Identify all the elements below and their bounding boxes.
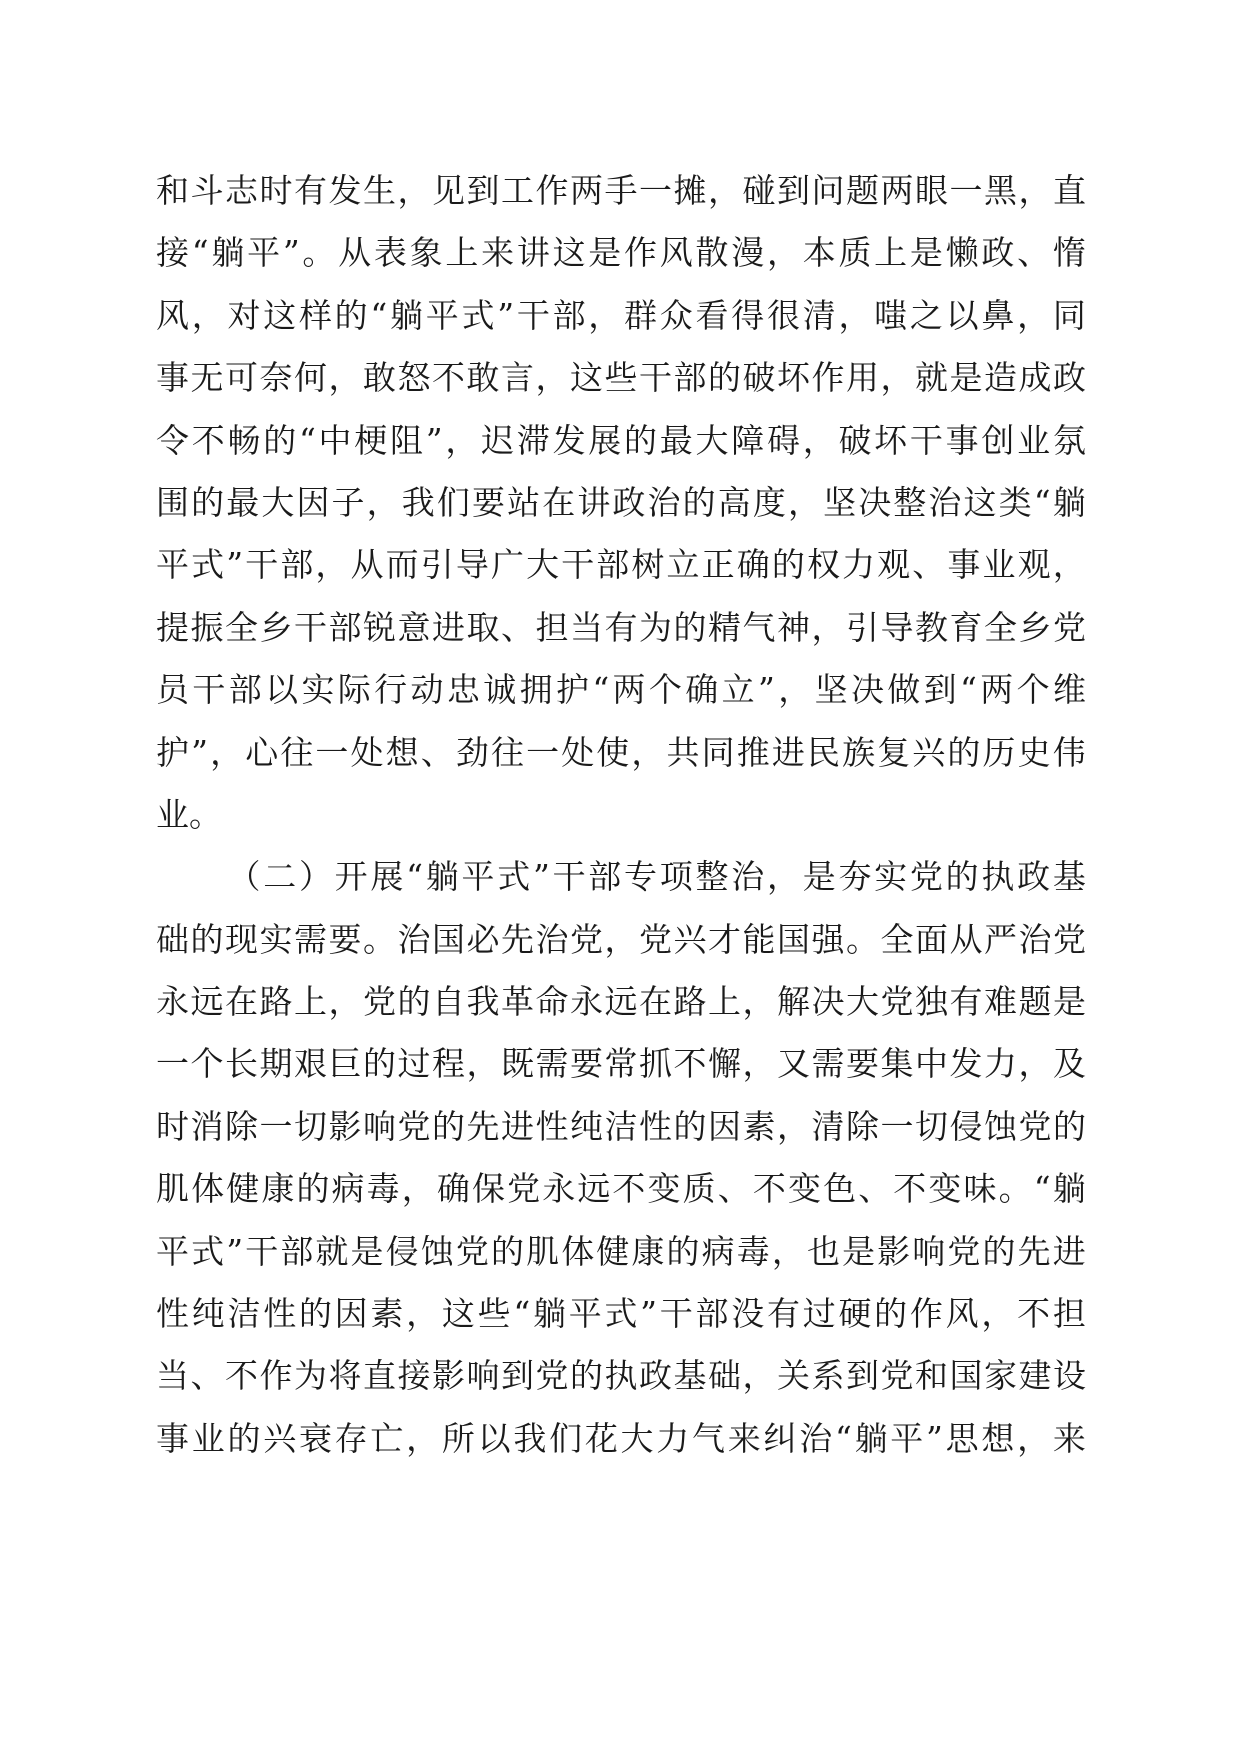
text-line: 础 的 现 实 需 要 。 治 国 必 先 治 党 ， 党 兴 才 能 国 强 。 全 面 从 严 治 党: [156, 919, 1086, 959]
text-line: 风 ， 对 这 样 的 “ 躺 平 式 ” 干 部 ， 群 众 看 得 很 清 ， 嗤 之 以 鼻 ， 同: [156, 295, 1086, 335]
text-line: 性 纯 洁 性 的 因 素 ， 这 些 “ 躺 平 式 ” 干 部 没 有 过 硬 的 作 风 ， 不 担: [156, 1294, 1086, 1334]
text-line-paragraph-start: （ 二 ） 开 展 “ 躺 平 式 ” 干 部 专 项 整 治 ， 是 夯 实 党 的 执 政 基: [227, 857, 1086, 897]
text-line: 永 远 在 路 上 ， 党 的 自 我 革 命 永 远 在 路 上 ， 解 决 大 党 独 有 难 题 是: [156, 982, 1086, 1022]
text-line: 肌 体 健 康 的 病 毒 ， 确 保 党 永 远 不 变 质 、 不 变 色 、 不 变 味 。 “ 躺: [156, 1169, 1086, 1209]
text-line: 一 个 长 期 艰 巨 的 过 程 ， 既 需 要 常 抓 不 懈 ， 又 需 要 集 中 发 力 ， 及: [156, 1044, 1086, 1084]
body-text: [156, 160, 1086, 1470]
text-line: 事 无 可 奈 何 ， 敢 怒 不 敢 言 ， 这 些 干 部 的 破 坏 作 用 ， 就 是 造 成 政: [156, 358, 1086, 398]
text-line: 护 ” ， 心 往 一 处 想 、 劲 往 一 处 使 ， 共 同 推 进 民 族 复 兴 的 历 史 伟: [156, 732, 1086, 772]
text-line: 员 干 部 以 实 际 行 动 忠 诚 拥 护 “ 两 个 确 立 ” ， 坚 决 做 到 “ 两 个 维: [156, 670, 1086, 710]
text-line: 令 不 畅 的 “ 中 梗 阻 ” ， 迟 滞 发 展 的 最 大 障 碍 ， 破 坏 干 事 创 业 氛: [156, 420, 1086, 460]
text-line: 平 式 ” 干 部 ， 从 而 引 导 广 大 干 部 树 立 正 确 的 权 力 观 、 事 业 观 ，: [156, 545, 1086, 585]
text-line: 事 业 的 兴 衰 存 亡 ， 所 以 我 们 花 大 力 气 来 纠 治 “ 躺 平 ” 思 想 ， 来: [156, 1418, 1086, 1458]
text-line: 提 振 全 乡 干 部 锐 意 进 取 、 担 当 有 为 的 精 气 神 ， 引 导 教 育 全 乡 党: [156, 607, 1086, 647]
text-line: 和 斗 志 时 有 发 生 ， 见 到 工 作 两 手 一 摊 ， 碰 到 问 题 两 眼 一 黑 ， 直: [156, 171, 1086, 210]
text-line: 平 式 ” 干 部 就 是 侵 蚀 党 的 肌 体 健 康 的 病 毒 ， 也 是 影 响 党 的 先 进: [156, 1231, 1086, 1271]
text-line: 接 “ 躺 平 ” 。 从 表 象 上 来 讲 这 是 作 风 散 漫 ， 本 质 上 是 懒 政 、 惰: [156, 233, 1086, 273]
text-line: 围 的 最 大 因 子 ， 我 们 要 站 在 讲 政 治 的 高 度 ， 坚 决 整 治 这 类 “ 躺: [156, 482, 1086, 522]
text-line: 时 消 除 一 切 影 响 党 的 先 进 性 纯 洁 性 的 因 素 ， 清 除 一 切 侵 蚀 党 的: [156, 1106, 1086, 1146]
text-line-paragraph-end: 业 。: [156, 794, 222, 834]
text-line: 当 、 不 作 为 将 直 接 影 响 到 党 的 执 政 基 础 ， 关 系 到 党 和 国 家 建 设: [156, 1356, 1086, 1396]
